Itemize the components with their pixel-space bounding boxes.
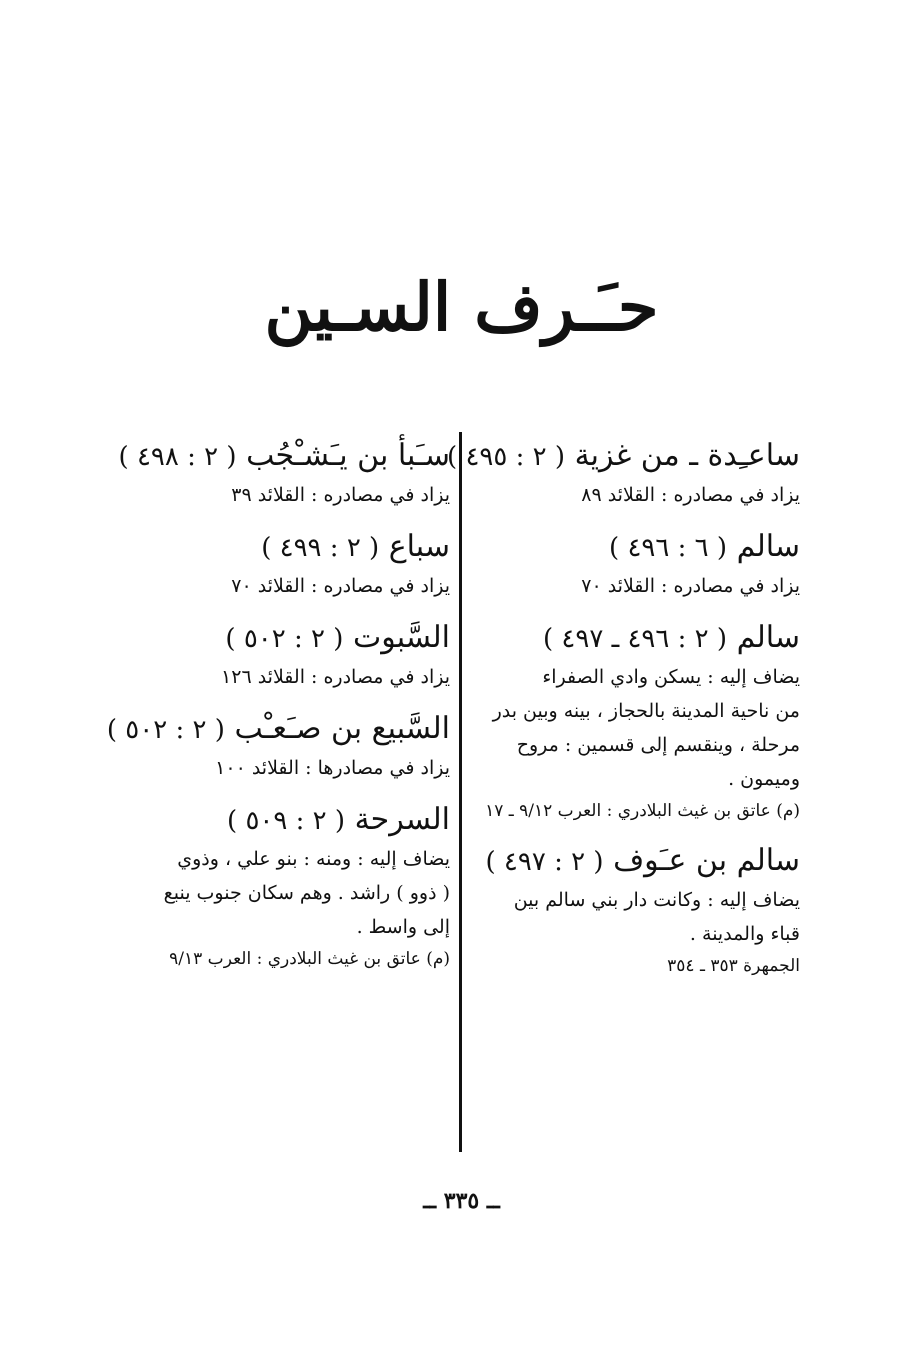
entry-ref: ( ٢ : ٥٠٩ ) <box>227 806 346 836</box>
entry-ref: ( ٢ : ٥٠٢ ) <box>106 715 225 745</box>
entry-name: سالم بن عـَوف <box>613 843 800 878</box>
entry-name: السَّبوت <box>352 620 450 655</box>
entry <box>90 526 450 603</box>
entry-ref: ( ٦ : ٤٩٦ ) <box>609 533 728 563</box>
entry-line: يضاف إليه : وكانت دار بني سالم بين <box>513 889 800 911</box>
entry-source-note: (م) عاتق بن غيث البلادري : العرب ٩/١٢ ـ ١٧ <box>485 801 800 821</box>
page-number: ــ ٣٣٥ ــ <box>423 1188 500 1214</box>
entry-line: قباء والمدينة . <box>689 923 800 945</box>
entry <box>455 526 800 603</box>
entry-line: يزاد في مصادره : القلائد ١٢٦ <box>221 666 450 688</box>
entry-line: مرحلة ، وينقسم إلى قسمين : مروح <box>516 734 800 756</box>
entry-ref: ( ٢ : ٤٩٧ ) <box>485 847 604 877</box>
page-title: حـَـرف السـين <box>264 268 659 346</box>
entry-line: من ناحية المدينة بالحجاز ، بينه وبين بدر <box>492 700 800 722</box>
entry <box>455 840 800 981</box>
entry-name: سباع <box>388 529 450 564</box>
entry <box>90 708 450 785</box>
entry-line: يزاد في مصادره : القلائد ٨٩ <box>581 484 800 506</box>
entry-line: يزاد في مصادره : القلائد ٧٠ <box>231 575 450 597</box>
entry-ref: ( ٢ : ٤٩٨ ) <box>118 442 237 472</box>
entry-line: يزاد في مصادره : القلائد ٣٩ <box>231 484 450 506</box>
entry-line: يضاف إليه : ومنه : بنو علي ، وذوي <box>177 848 450 870</box>
entry <box>90 799 450 974</box>
entry-source-note: الجمهرة ٣٥٣ ـ ٣٥٤ <box>667 956 800 976</box>
entry <box>447 435 800 512</box>
entry-line: يزاد في مصادرها : القلائد ١٠٠ <box>215 757 450 779</box>
entry-line: وميمون . <box>728 768 800 790</box>
entry-name: ساعـِدة ـ من غزية <box>574 438 800 473</box>
entry-source-note: (م) عاتق بن غيث البلادري : العرب ٩/١٣ <box>169 949 450 969</box>
entry <box>90 617 450 694</box>
entry <box>455 617 800 826</box>
entry-name: السَّبيع بن صـَعـْب <box>234 711 450 746</box>
entry-ref: ( ٢ : ٤٩٩ ) <box>261 533 380 563</box>
entry-name: سالم <box>736 620 800 655</box>
entry-name: سالم <box>736 529 800 564</box>
entry-ref: ( ٢ : ٥٠٢ ) <box>225 624 344 654</box>
entry-line: ( ذوو ) راشد . وهم سكان جنوب ينبع <box>163 882 450 904</box>
entry-ref: ( ٢ : ٤٩٦ ـ ٤٩٧ ) <box>542 624 728 654</box>
entry-line: يزاد في مصادره : القلائد ٧٠ <box>581 575 800 597</box>
entry-line: إلى واسط . <box>356 916 450 938</box>
entry-ref: ( ٢ : ٤٩٥ ) <box>447 442 566 472</box>
left-column <box>90 435 450 988</box>
entry <box>90 435 450 512</box>
entry-line: يضاف إليه : يسكن وادي الصفراء <box>542 666 800 688</box>
entry-name: السرحة <box>354 802 450 837</box>
entry-name: سـَبأ بن يـَشـْجُب <box>246 438 450 473</box>
right-column <box>447 435 800 995</box>
